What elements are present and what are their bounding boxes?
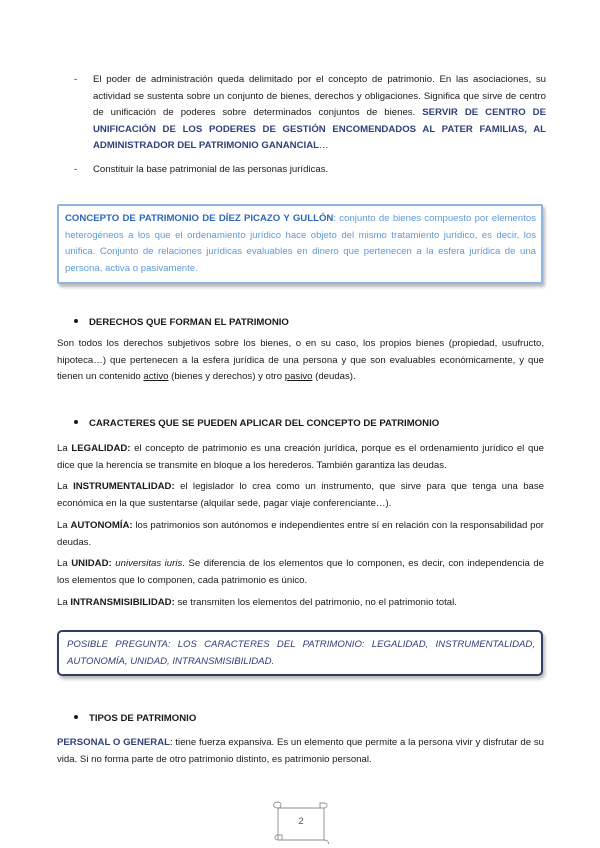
possible-question-box: [57, 630, 543, 676]
paragraph-legalidad: La LEGALIDAD: el concepto de patrimonio es una creación jurídica, porque es el ordenamiento jurídico el que dice que la herencia se transmite en bloque a los herederos. También garantiza las deudas.: [57, 443, 544, 471]
dash-marker: -: [74, 164, 78, 175]
dash-marker: -: [74, 74, 78, 85]
paragraph-instrumentalidad: La INSTRUMENTALIDAD: el legislador lo crea como un instrumento, que sirve para que tenga una base económica en la que sustentarse (alquilar sede, pagar viaje conferenciante…).: [57, 481, 544, 509]
underlined-activo: activo: [143, 371, 169, 382]
paragraph-personal-general: PERSONAL O GENERAL: tiene fuerza expansiva. Es un elemento que permite a la persona vivir y disfrutar de su vida. Si no forma parte de otro patrimonio distinto, es patrimonio personal.: [57, 737, 544, 765]
term-unidad: UNIDAD:: [71, 558, 112, 569]
term-autonomia: AUTONOMÍA:: [70, 520, 133, 531]
bullet-icon: [74, 319, 78, 323]
italic-universitas-iuris: universitas iuris: [111, 558, 183, 569]
term-intransmisibilidad: INTRANSMISIBILIDAD:: [70, 597, 175, 608]
paragraph-intransmisibilidad: La INTRANSMISIBILIDAD: se transmiten los elementos del patrimonio, no el patrimonio total.: [57, 597, 457, 608]
definition-body: : conjunto de bienes compuesto por elementos heterogéneos a los que el ordenamiento jurídico hace objeto del mismo tratamiento jurídico, es decir, los unifica. Conjunto de relaciones jurídicas evaluables en dinero que pertenecen a la esfera jurídica de una persona, activa o pasivamente.: [65, 213, 536, 274]
dash-list-item: [74, 162, 546, 179]
section-heading-caracteres: CARACTERES QUE SE PUEDEN APLICAR DEL CONCEPTO DE PATRIMONIO: [74, 418, 439, 429]
term-personal-general: PERSONAL O GENERAL: [57, 737, 170, 748]
term-legalidad: LEGALIDAD:: [71, 443, 131, 454]
term-instrumentalidad: INSTRUMENTALIDAD:: [73, 481, 175, 492]
definition-box: [57, 204, 543, 284]
bullet-icon: [74, 420, 78, 424]
paragraph-autonomia: La AUTONOMÍA: los patrimonios son autónomos e independientes entre sí en relación con la responsabilidad por deudas.: [57, 520, 545, 548]
section-heading-derechos: DERECHOS QUE FORMAN EL PATRIMONIO: [74, 317, 289, 328]
paragraph-unidad: La UNIDAD: universitas iuris. Se diferencia de los elementos que lo componen, es decir, con independencia de los elementos que lo componen, cada patrimonio es único.: [57, 558, 545, 586]
underlined-pasivo: pasivo: [284, 371, 313, 382]
list-item-text: El poder de administración queda delimitado por el concepto de patrimonio. En las asociaciones, su actividad se sustenta sobre un conjunto de bienes, derechos y obligaciones. Significa que sirve de centro de unificación de poderes sobre determinados conjuntos de bienes.: [93, 74, 546, 118]
bullet-icon: [74, 715, 78, 719]
section-heading-tipos: TIPOS DE PATRIMONIO: [74, 713, 196, 724]
dash-list-item: [74, 72, 546, 155]
paragraph-derechos: Son todos los derechos subjetivos sobre los bienes, o en su caso, los propios bienes (propiedad, usufructo, hipoteca…) que pertenecen a la esfera jurídica de una persona y que son evaluables económicamente, y que tienen un contenido activo (bienes y derechos) y otro pasivo (deudas).: [57, 338, 544, 382]
page-number: 2: [298, 816, 304, 827]
possible-question-text: POSIBLE PREGUNTA: LOS CARACTERES DEL PATRIMONIO: LEGALIDAD, INSTRUMENTALIDAD, AUTONOMÍA, UNIDAD, INTRANSMISIBILIDAD.: [67, 639, 535, 667]
list-item-tail: …: [318, 140, 329, 151]
list-item-text: Constituir la base patrimonial de las personas jurídicas.: [93, 164, 329, 175]
highlighted-text: SERVIR DE CENTRO DE UNIFICACIÓN DE LOS PODERES DE GESTIÓN ENCOMENDADOS AL PATER FAMILIAS, AL ADMINISTRADOR DEL PATRIMONIO GANANCIAL: [93, 107, 547, 151]
definition-title: CONCEPTO DE PATRIMONIO DE DÍEZ PICAZO Y GULLÓN: [65, 213, 334, 224]
